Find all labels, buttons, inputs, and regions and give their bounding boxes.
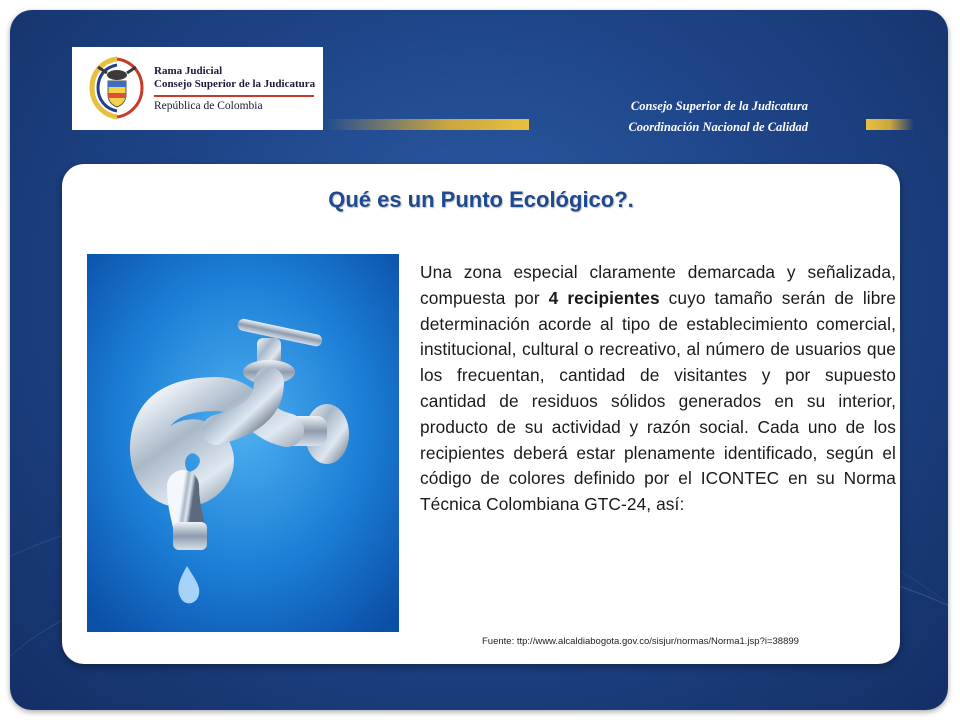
header-gold-bar-right — [866, 119, 914, 130]
slide-background — [10, 10, 948, 710]
knotted-faucet-image — [87, 254, 399, 632]
definition-text-part1: Una zona especial claramente demarcada y señalizada, compuesta por — [420, 262, 896, 308]
header-gold-bar — [325, 119, 529, 130]
source-citation: Fuente: ttp://www.alcaldiabogota.gov.co/sisjur/normas/Norma1.jsp?i=38899 — [482, 636, 799, 647]
header-line-consejo: Consejo Superior de la Judicatura — [630, 99, 808, 113]
header-subtitle — [628, 96, 808, 138]
content-panel — [62, 164, 900, 664]
definition-paragraph — [420, 260, 896, 518]
colombia-seal-icon — [86, 55, 148, 121]
definition-text-part2: cuyo tamaño serán de libre determinación acorde al tipo de establecimiento comercial, institucional, cultural o recreativo, al número de usuarios que los frecuentan, cantidad de visitantes y por supuesto cantidad de residuos sólidos generados en su interior, producto de su actividad y razón social. Cada uno de los recipientes deberá estar plenamente identificado, según el código de colores definido por el ICONTEC en su Norma Técnica Colombiana GTC-24, así: — [420, 287, 896, 515]
logo-divider — [154, 95, 314, 97]
logo-line-consejo: Consejo Superior de la Judicatura — [154, 78, 316, 90]
page-title: Qué es un Punto Ecológico?. — [328, 187, 634, 212]
header-line-coordinacion: Coordinación Nacional de Calidad — [628, 120, 808, 134]
institution-logo — [72, 47, 323, 130]
logo-line-republica: República de Colombia — [154, 100, 263, 112]
faucet-illustration — [87, 254, 399, 632]
logo-line-rama-judicial: Rama Judicial — [154, 65, 223, 77]
definition-text-bold: 4 recipientes — [548, 287, 660, 308]
